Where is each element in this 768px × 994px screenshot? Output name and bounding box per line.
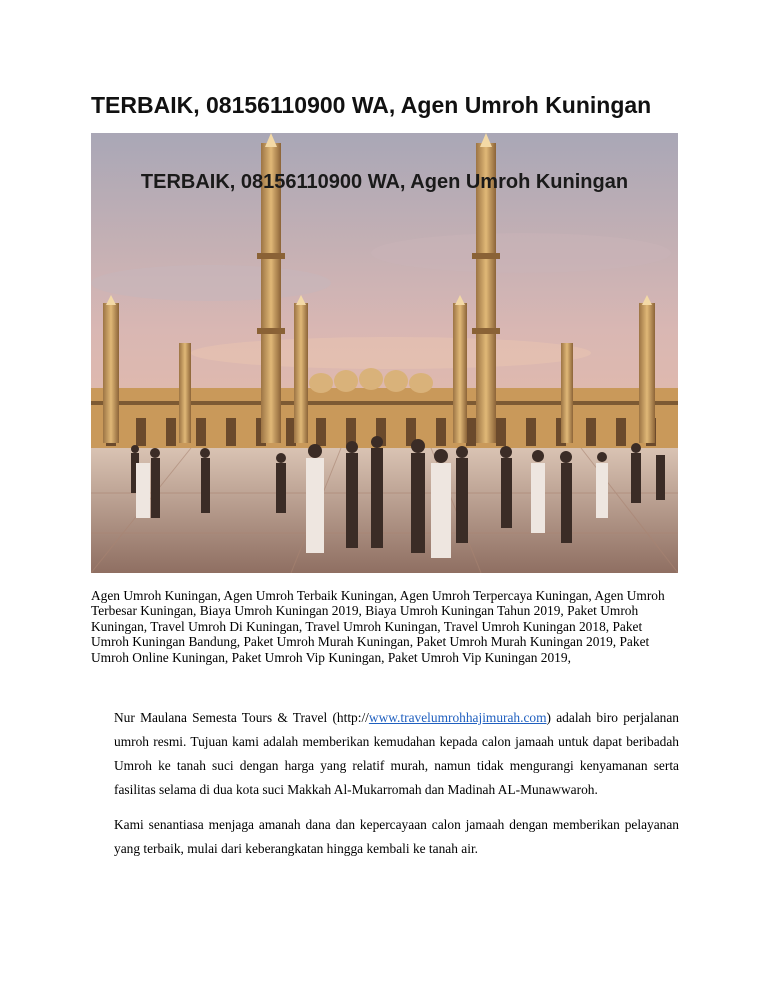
intro-text-start: Nur Maulana Semesta Tours & Travel (http:// bbox=[114, 710, 369, 725]
mosque-photo bbox=[91, 133, 678, 573]
commitment-paragraph: Kami senantiasa menjaga amanah dana dan kepercayaan calon jamaah dengan memberikan pelayanan yang terbaik, mulai dari keberangkatan hingga kembali ke tanah air. bbox=[114, 817, 679, 856]
intro-text-end: ) adalah biro perjalanan umroh resmi. Tujuan kami adalah memberikan kemudahan kepada calon jamaah untuk dapat beribadah Umroh ke tanah suci dengan harga yang relatif murah, namun tidak mengurangi kenyamanan serta fasilitas selama di dua kota suci Makkah Al-Mukarromah dan Madinah AL-Munawwaroh. bbox=[114, 710, 679, 797]
document-title: TERBAIK, 08156110900 WA, Agen Umroh Kuningan bbox=[91, 92, 652, 118]
hero-image bbox=[91, 133, 678, 573]
website-link[interactable]: www.travelumrohhajimurah.com bbox=[368, 710, 547, 725]
keywords-paragraph: Agen Umroh Kuningan, Agen Umroh Terbaik Kuningan, Agen Umroh Terpercaya Kuningan, Agen Umroh Terbesar Kuningan, Biaya Umroh Kuningan 2019, Biaya Umroh Kuningan Tahun 2019, Paket Umroh Kuningan, Travel Umroh Di Kuningan, Travel Umroh Kuningan, Travel Umroh Kuningan 2018, Paket Umroh Kuningan Bandung, Paket Umroh Murah Kuningan, Paket Umroh Murah Kuningan 2019, Paket Umroh Online Kuningan, Paket Umroh Vip Kuningan, Paket Umroh Vip Kuningan 2019, bbox=[91, 588, 665, 665]
intro-paragraph bbox=[114, 706, 679, 802]
image-caption: TERBAIK, 08156110900 WA, Agen Umroh Kuningan bbox=[140, 171, 629, 193]
